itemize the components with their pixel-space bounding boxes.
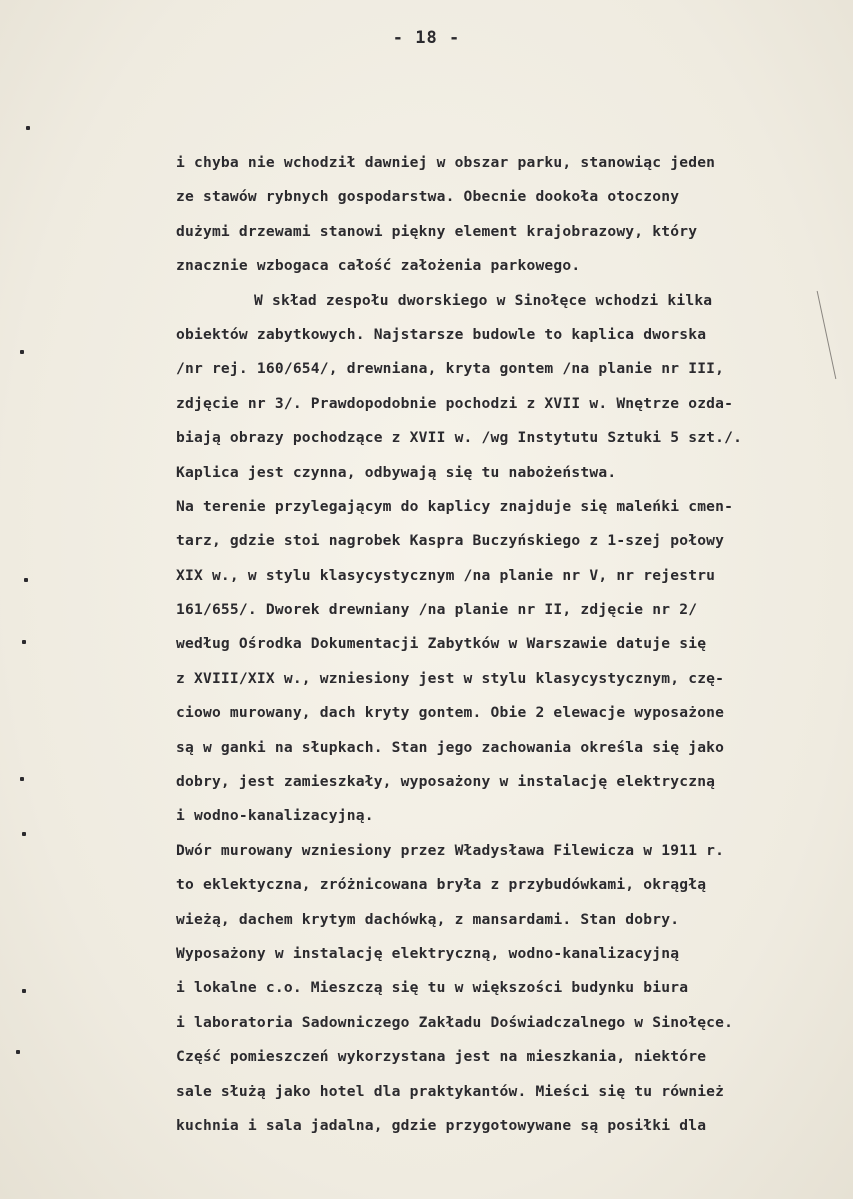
text-line: ciowo murowany, dach kryty gontem. Obie 2 elewacje wyposażone <box>176 704 725 722</box>
text-line: i lokalne c.o. Mieszczą się tu w większości budynku biura <box>176 979 689 997</box>
text-line: i wodno-kanalizacyjną. <box>176 807 374 825</box>
text-line: Kaplica jest czynna, odbywają się tu nabożeństwa. <box>176 463 617 481</box>
body-text <box>176 146 846 1143</box>
text-line: dobry, jest zamieszkały, wyposażony w instalację elektryczną <box>176 773 716 791</box>
text-line: Dwór murowany wzniesiony przez Władysława Filewicza w 1911 r. <box>176 841 725 859</box>
text-line: są w ganki na słupkach. Stan jego zachowania określa się jako <box>176 738 725 756</box>
edge-mark <box>24 578 28 582</box>
text-line: wieżą, dachem krytym dachówką, z mansardami. Stan dobry. <box>176 910 680 928</box>
page-number: - 18 - <box>392 28 461 48</box>
text-line: biają obrazy pochodzące z XVII w. /wg Instytutu Sztuki 5 szt./. <box>176 429 743 447</box>
text-line: to eklektyczna, zróżnicowana bryła z przybudówkami, okrągłą <box>176 876 707 894</box>
text-line: kuchnia i sala jadalna, gdzie przygotowywane są posiłki dla <box>176 1116 707 1134</box>
text-line: i laboratoria Sadowniczego Zakładu Doświadczalnego w Sinołęce. <box>176 1013 734 1031</box>
text-line: sale służą jako hotel dla praktykantów. Mieści się tu również <box>176 1082 725 1100</box>
text-line: Wyposażony w instalację elektryczną, wodno-kanalizacyjną <box>176 944 680 962</box>
edge-mark <box>20 777 24 781</box>
edge-mark <box>16 1050 20 1054</box>
text-line: ze stawów rybnych gospodarstwa. Obecnie dookoła otoczony <box>176 188 680 206</box>
text-line: /nr rej. 160/654/, drewniana, kryta gontem /na planie nr III, <box>176 360 725 378</box>
edge-mark <box>22 640 26 644</box>
text-line: Na terenie przylegającym do kaplicy znajduje się maleńki cmen- <box>176 497 734 515</box>
text-line: Część pomieszczeń wykorzystana jest na mieszkania, niektóre <box>176 1048 707 1066</box>
text-line: według Ośrodka Dokumentacji Zabytków w Warszawie datuje się <box>176 635 707 653</box>
edge-mark <box>22 989 26 993</box>
edge-mark <box>20 350 24 354</box>
text-line: XIX w., w stylu klasycystycznym /na planie nr V, nr rejestru <box>176 566 716 584</box>
text-line: dużymi drzewami stanowi piękny element krajobrazowy, który <box>176 222 698 240</box>
text-line: tarz, gdzie stoi nagrobek Kaspra Buczyńskiego z 1-szej połowy <box>176 532 725 550</box>
edge-mark <box>22 832 26 836</box>
text-line: i chyba nie wchodził dawniej w obszar parku, stanowiąc jeden <box>176 154 716 171</box>
edge-mark <box>26 126 30 130</box>
text-line: zdjęcie nr 3/. Prawdopodobnie pochodzi z XVII w. Wnętrze ozda- <box>176 394 734 412</box>
text-line: obiektów zabytkowych. Najstarsze budowle to kaplica dworska <box>176 325 707 343</box>
text-line: znacznie wzbogaca całość założenia parkowego. <box>176 257 581 275</box>
text-line: 161/655/. Dworek drewniany /na planie nr II, zdjęcie nr 2/ <box>176 601 698 619</box>
text-line: W skład zespołu dworskiego w Sinołęce wchodzi kilka <box>254 291 713 309</box>
text-line: z XVIII/XIX w., wzniesiony jest w stylu klasycystycznym, czę- <box>176 669 725 687</box>
